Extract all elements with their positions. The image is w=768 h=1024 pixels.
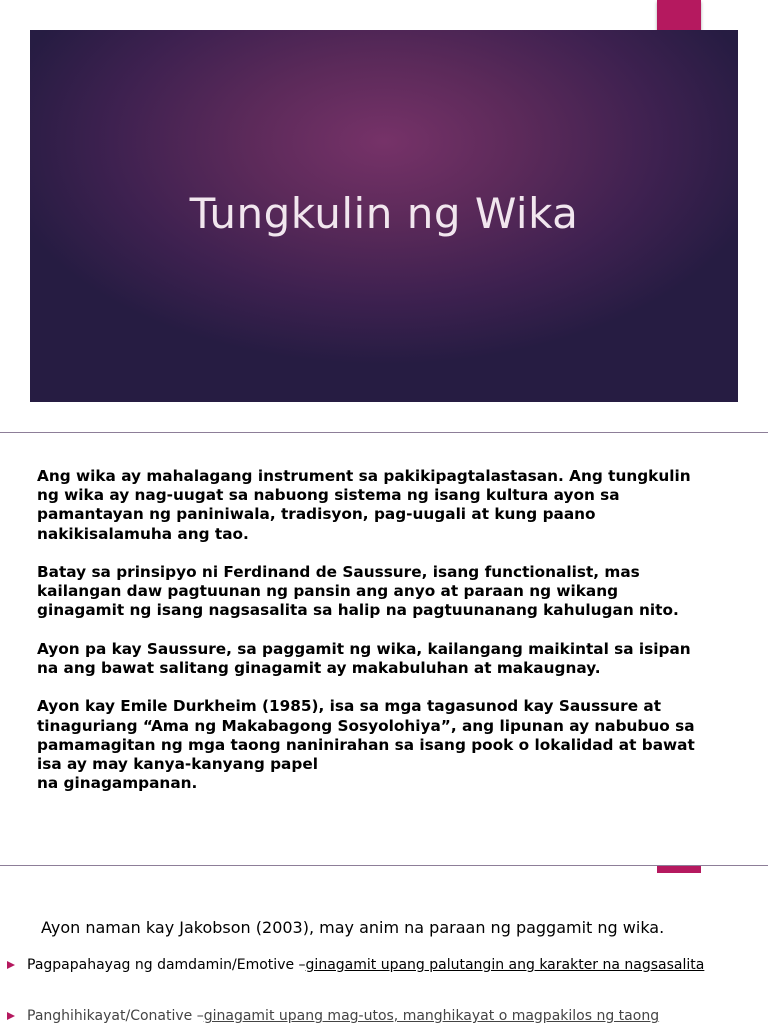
text-line: nakikisalamuha ang tao. [37,524,249,543]
slide-accent-tab [657,866,701,873]
paragraph-4 [37,697,737,793]
text-line: kailangan daw pagtuunan ng pansin ang anyo at paraan ng wikang [37,582,619,601]
text-line: Batay sa prinsipyo ni Ferdinand de Saussure, isang functionalist, mas [37,563,640,581]
slide-divider [0,865,768,866]
paragraph-1 [37,467,737,544]
title-banner [30,30,738,402]
slide-body-text [37,467,737,793]
text-line: tinaguriang “Ama ng Makabagong Sosyolohiya”, ang lipunan ay nabubuo sa [37,716,695,735]
text-line: Ayon pa kay Saussure, sa paggamit ng wika, kailangang maikintal sa isipan [37,639,691,658]
bullet-description: ginagamit upang palutangin ang karakter na nagsasalita [305,957,705,973]
triangle-bullet-icon [7,1012,15,1020]
text-line: na ang bawat salitang ginagamit ay makabuluhan at makaugnay. [37,659,601,677]
bullet-description: ginagamit upang mag-utos, manghikayat o magpakilos ng taong [203,1008,660,1024]
text-line: Ang wika ay mahalagang instrument sa pakikipagtalastasan. Ang tungkulin [37,467,691,485]
bullet-term: Panghihikayat/Conative – [27,1008,204,1024]
text-line: pamantayan ng paniniwala, tradisyon, pag-uugali at kung paano [37,505,596,524]
slide-divider [0,432,768,433]
text-line: isa ay may kanya-kanyang papel [37,755,318,773]
slide-intro: Ayon naman kay Jakobson (2003), may anim na paraan ng paggamit ng wika. [41,918,665,937]
text-line: ginagamit ng isang nagsasalita sa halip na pagtuunanang kahulugan nito. [37,601,679,620]
triangle-bullet-icon [7,961,15,969]
paragraph-3 [37,640,737,678]
text-line: Ayon kay Emile Durkheim (1985), isa sa mga tagasunod kay Saussure at [37,697,662,716]
text-line: na ginagampanan. [37,774,198,793]
bullet-item [7,957,704,973]
paragraph-2 [37,563,737,621]
text-line: pamamagitan ng mga taong naninirahan sa isang pook o lokalidad at bawat [37,735,695,754]
text-line: ng wika ay nag-uugat sa nabuong sistema ng isang kultura ayon sa [37,486,620,505]
bullet-term: Pagpapahayag ng damdamin/Emotive – [27,957,306,973]
bullet-item [7,1008,659,1024]
slide-title: Tungkulin ng Wika [189,188,579,238]
